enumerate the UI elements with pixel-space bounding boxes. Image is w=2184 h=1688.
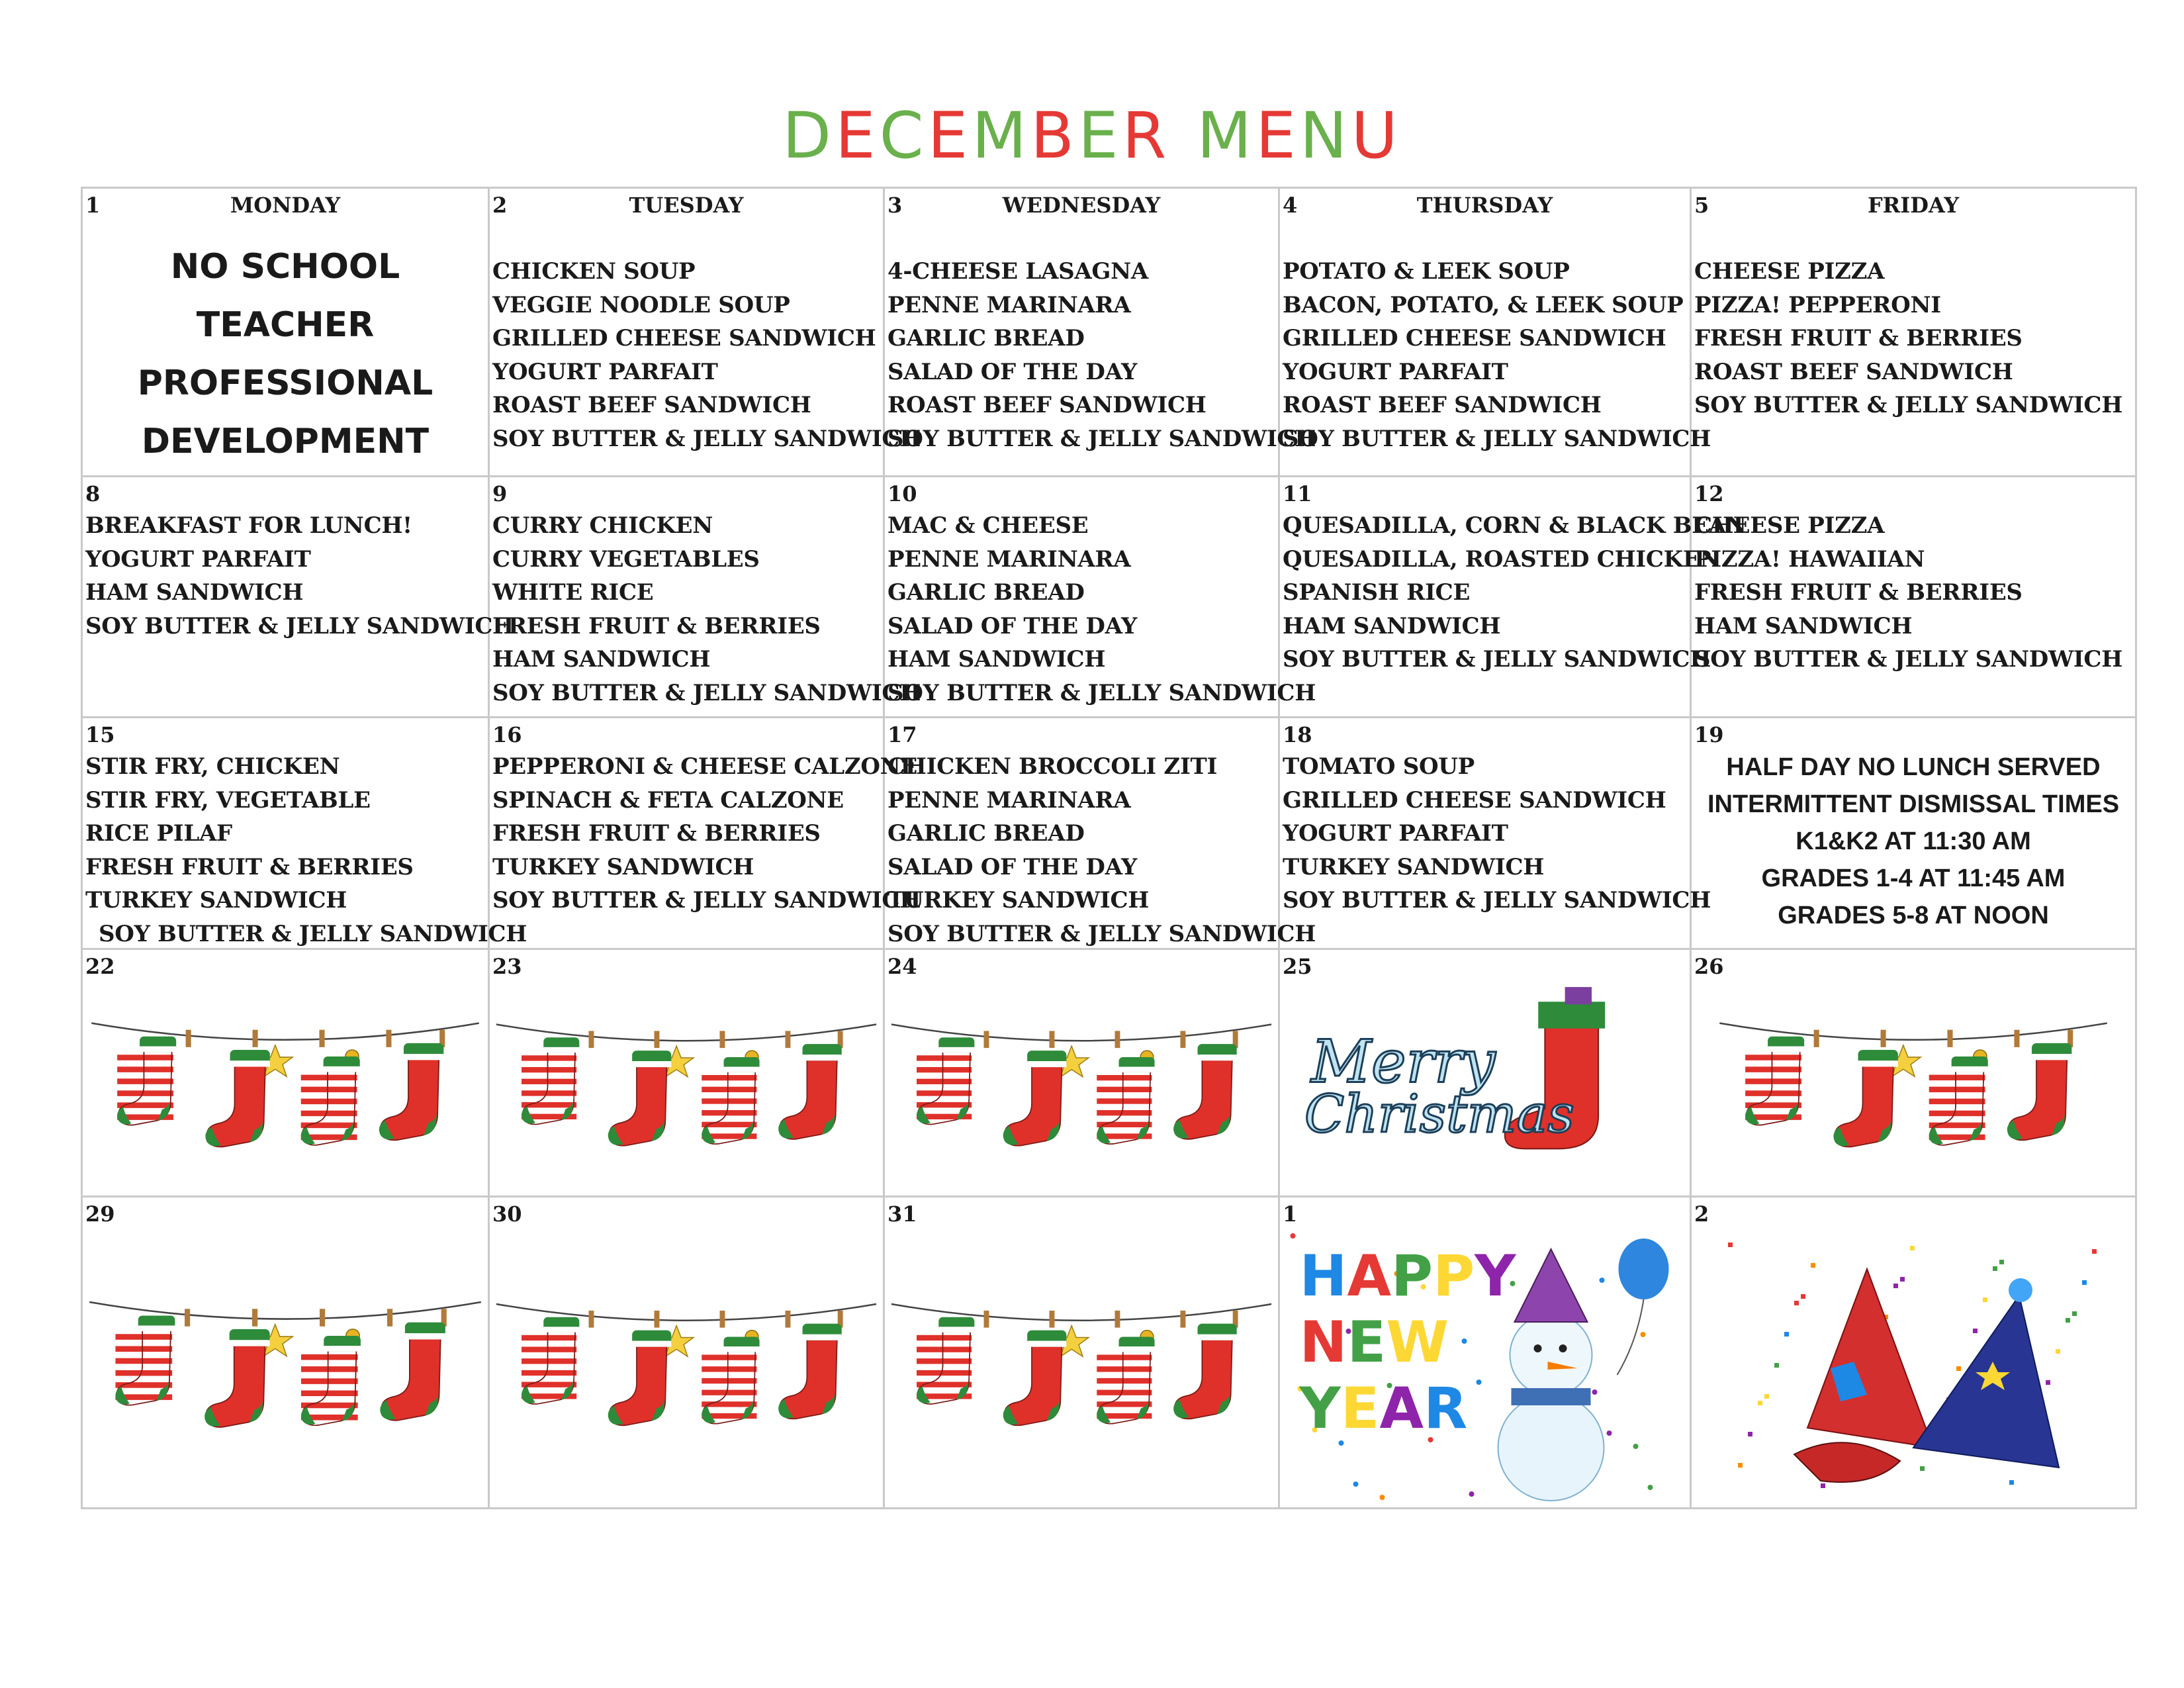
menu-item: PENNE MARINARA: [887, 786, 1131, 814]
menu-item: SPANISH RICE: [1283, 579, 1471, 606]
menu-item-list: [492, 255, 921, 455]
stocking-icon: [778, 1044, 842, 1139]
menu-item-list: [887, 750, 1316, 951]
menu-item: SALAD OF THE DAY: [887, 853, 1137, 880]
day-header: [492, 481, 880, 510]
menu-item: GARLIC BREAD: [887, 579, 1085, 606]
stocking-icon: [301, 1056, 360, 1145]
menu-item: YOGURT PARFAIT: [1283, 358, 1508, 385]
day-cell: [1692, 1197, 2137, 1509]
stocking-icon: [380, 1323, 445, 1421]
menu-item: GRILLED CHEESE SANDWICH: [492, 325, 876, 352]
clothespin-icon: [654, 1031, 659, 1048]
day-cell: [490, 1197, 885, 1509]
menu-item: SOY BUTTER & JELLY SANDWICH: [492, 679, 921, 706]
day-number: 25: [1283, 954, 1312, 979]
menu-item: POTATO & LEEK SOUP: [1283, 258, 1570, 285]
notice-line: GRADES 1-4 AT 11:45 AM: [1761, 865, 2066, 892]
day-header: [85, 954, 485, 983]
clothespin-icon: [386, 1030, 391, 1047]
clothespin-icon: [1115, 1311, 1120, 1328]
clothespin-icon: [253, 1030, 258, 1047]
day-header: [887, 954, 1275, 983]
menu-item-list: [887, 509, 1316, 710]
stocking-garland-art: [885, 982, 1278, 1196]
menu-item: GARLIC BREAD: [887, 325, 1085, 352]
menu-item-list: [1694, 509, 2134, 677]
menu-item: FRESH FRUIT & BERRIES: [1694, 325, 2023, 352]
stocking-icon: [2007, 1043, 2072, 1141]
page-title: [0, 99, 2184, 172]
stocking-icon: [702, 1057, 759, 1144]
holiday-art: [1280, 1229, 1690, 1507]
day-number: 16: [492, 722, 522, 747]
menu-item: YOGURT PARFAIT: [492, 358, 718, 385]
stocking-icon: [608, 1051, 672, 1146]
day-header: [1283, 1201, 1687, 1231]
menu-item: STIR FRY, CHICKEN: [85, 753, 340, 780]
menu-item-list: [1694, 255, 2134, 422]
day-number: 24: [887, 954, 917, 979]
stocking-icon: [917, 1317, 974, 1404]
menu-item: SOY BUTTER & JELLY SANDWICH: [1694, 392, 2123, 418]
weekday-name: FRIDAY: [1867, 193, 1960, 218]
menu-calendar: [81, 187, 2137, 1509]
menu-item: TOMATO SOUP: [1283, 753, 1475, 780]
day-cell: [885, 189, 1316, 477]
day-cell: [1280, 189, 1711, 477]
menu-item: STIR FRY, VEGETABLE: [85, 786, 371, 814]
stocking-icon: [778, 1324, 842, 1419]
menu-item: BACON, POTATO, & LEEK SOUP: [1283, 291, 1684, 318]
day-cell: [83, 477, 514, 718]
title-letter: M: [1197, 99, 1256, 173]
day-header: [1283, 722, 1687, 751]
stocking-garland-art: [83, 1229, 488, 1507]
menu-item: CHEESE PIZZA: [1694, 258, 1885, 285]
menu-item: HAM SANDWICH: [85, 579, 304, 606]
menu-item: YOGURT PARFAIT: [85, 545, 311, 573]
menu-item: TURKEY SANDWICH: [492, 853, 754, 880]
day-header: [1694, 722, 2132, 751]
menu-item: FRESH FRUIT & BERRIES: [1694, 579, 2023, 606]
menu-item: YOGURT PARFAIT: [1283, 820, 1508, 847]
day-header: [492, 193, 880, 222]
menu-item: TURKEY SANDWICH: [85, 887, 347, 914]
clothespin-icon: [1049, 1311, 1054, 1328]
notice-line: INTERMITTENT DISMISSAL TIMES: [1707, 790, 2120, 818]
party-hat-icon: [1913, 1278, 2059, 1468]
party-horn-icon: [1794, 1442, 1900, 1482]
menu-item: PENNE MARINARA: [887, 291, 1131, 318]
menu-item: SALAD OF THE DAY: [887, 612, 1137, 639]
clothespin-icon: [785, 1311, 790, 1328]
stocking-icon: [608, 1331, 672, 1426]
menu-item: ROAST BEEF SANDWICH: [1694, 358, 2013, 385]
day-header: [492, 954, 880, 983]
day-number: 3: [887, 193, 903, 218]
title-letter: E: [1078, 99, 1122, 173]
stocking-garland-art: [490, 1229, 883, 1507]
day-header: [887, 193, 1275, 222]
title-letter: E: [1255, 99, 1300, 173]
holiday-art: [1692, 982, 2135, 1196]
day-number: 1: [85, 193, 101, 218]
holiday-art: [1280, 982, 1690, 1196]
day-cell: [885, 1197, 1280, 1509]
day-number: 4: [1283, 193, 1298, 218]
day-header: [492, 1201, 880, 1231]
stocking-icon: [1003, 1051, 1067, 1146]
menu-item-list: [1283, 750, 1711, 917]
day-cell: [490, 189, 921, 477]
holiday-art: [885, 982, 1278, 1196]
menu-item: PIZZA! HAWAIIAN: [1694, 545, 1925, 573]
title-letter: R: [1122, 99, 1171, 173]
art-text-year: YEAR: [1299, 1376, 1468, 1442]
menu-item: CHICKEN SOUP: [492, 258, 696, 285]
menu-item: SOY BUTTER & JELLY SANDWICH: [492, 887, 921, 914]
menu-item: SOY BUTTER & JELLY SANDWICH: [85, 612, 514, 639]
clothespin-icon: [387, 1309, 392, 1327]
day-header: [85, 193, 485, 222]
menu-item: QUESADILLA, CORN & BLACK BEAN: [1283, 512, 1747, 539]
day-cell: [83, 189, 490, 477]
day-number: 19: [1694, 722, 1724, 747]
stocking-icon: [1003, 1331, 1067, 1426]
clothespin-icon: [186, 1030, 191, 1047]
day-header: [1283, 481, 1687, 510]
stocking-icon: [1745, 1037, 1804, 1125]
day-header: [1283, 954, 1687, 983]
day-number: 30: [492, 1201, 522, 1227]
clothespin-icon: [588, 1311, 594, 1328]
clothespin-icon: [983, 1031, 989, 1048]
stocking-icon: [1833, 1050, 1898, 1147]
menu-item: PIZZA! PEPPERONI: [1694, 291, 1941, 318]
menu-item: ROAST BEEF SANDWICH: [492, 392, 811, 418]
holiday-art: [1692, 1229, 2135, 1507]
stocking-icon: [917, 1037, 974, 1124]
menu-item: SOY BUTTER & JELLY SANDWICH: [1283, 425, 1711, 452]
menu-item: SOY BUTTER & JELLY SANDWICH: [887, 679, 1316, 706]
menu-item-list: [1283, 255, 1711, 455]
day-header: [887, 1201, 1275, 1231]
day-cell: [1280, 950, 1692, 1197]
menu-item: PEPPERONI & CHEESE CALZONE: [492, 753, 918, 780]
day-header: [85, 1201, 485, 1231]
menu-item: SOY BUTTER & JELLY SANDWICH: [1694, 646, 2123, 673]
half-day-notice: [1692, 749, 2135, 934]
clothespin-icon: [319, 1030, 324, 1047]
menu-item: GRILLED CHEESE SANDWICH: [1283, 786, 1666, 814]
stocking-icon: [115, 1315, 175, 1405]
day-cell: [885, 950, 1280, 1197]
day-number: 31: [887, 1201, 917, 1227]
notice-line: NO SCHOOL: [170, 247, 400, 287]
title-letter: E: [835, 99, 880, 173]
day-number: 9: [492, 481, 508, 506]
menu-item: CURRY CHICKEN: [492, 512, 713, 539]
clothespin-icon: [719, 1311, 725, 1328]
menu-item: FRESH FRUIT & BERRIES: [492, 820, 821, 847]
menu-item-list: [85, 509, 514, 643]
menu-item-list: [85, 750, 527, 951]
stocking-garland-art: [885, 1229, 1278, 1507]
no-school-notice: [83, 238, 488, 471]
stocking-garland-art: [1692, 982, 2135, 1196]
stocking-icon: [1173, 1324, 1237, 1419]
menu-item: HAM SANDWICH: [887, 646, 1106, 673]
day-number: 2: [492, 193, 508, 218]
title-letter: M: [972, 99, 1031, 173]
menu-item-list: [492, 750, 921, 917]
menu-item: HAM SANDWICH: [1283, 612, 1501, 639]
day-header: [1694, 1201, 2132, 1231]
weekday-name: THURSDAY: [1416, 193, 1553, 218]
day-cell: [1280, 1197, 1692, 1509]
menu-item: SOY BUTTER & JELLY SANDWICH: [887, 425, 1316, 452]
day-header: [85, 722, 485, 751]
day-header: [887, 481, 1275, 510]
stocking-icon: [379, 1043, 444, 1141]
day-header: [1694, 481, 2132, 510]
stocking-icon: [1097, 1057, 1154, 1144]
notice-line: GRADES 5-8 AT NOON: [1778, 902, 2049, 929]
stocking-icon: [522, 1317, 579, 1404]
menu-item: CURRY VEGETABLES: [492, 545, 760, 573]
menu-item: BREAKFAST FOR LUNCH!: [85, 512, 412, 539]
day-cell: [83, 950, 490, 1197]
title-letter: E: [927, 99, 972, 173]
menu-item: TURKEY SANDWICH: [887, 887, 1150, 914]
day-number: 11: [1283, 481, 1312, 506]
clothespin-icon: [785, 1031, 790, 1048]
menu-item: RICE PILAF: [85, 820, 232, 847]
day-cell: [1692, 477, 2137, 718]
menu-item: WHITE RICE: [492, 579, 654, 606]
day-number: 1: [1283, 1201, 1298, 1227]
menu-item: ROAST BEEF SANDWICH: [887, 392, 1206, 418]
stocking-icon: [205, 1329, 270, 1427]
stocking-icon: [522, 1037, 579, 1124]
stocking-icon: [1173, 1044, 1237, 1139]
holiday-art: [490, 982, 883, 1196]
clothespin-icon: [252, 1309, 257, 1327]
day-number: 5: [1694, 193, 1709, 218]
menu-item: QUESADILLA, ROASTED CHICKEN: [1283, 545, 1721, 573]
notice-line: PROFESSIONAL: [137, 363, 433, 403]
title-letter: N: [1299, 99, 1351, 173]
holiday-art: [83, 1229, 488, 1507]
title-letter: B: [1030, 99, 1079, 173]
stocking-garland-art: [83, 982, 488, 1196]
menu-item-list: [887, 255, 1316, 455]
holiday-art: [885, 1229, 1278, 1507]
weekday-name: TUESDAY: [629, 193, 744, 218]
weekday-name: MONDAY: [230, 193, 341, 218]
art-text-new: NEW: [1299, 1309, 1449, 1376]
menu-item: FRESH FRUIT & BERRIES: [85, 853, 414, 880]
menu-item: VEGGIE NOODLE SOUP: [492, 291, 790, 318]
stocking-icon: [702, 1336, 759, 1423]
menu-item: SOY BUTTER & JELLY SANDWICH: [1283, 646, 1711, 673]
menu-item: PENNE MARINARA: [887, 545, 1131, 573]
day-header: [85, 481, 485, 510]
menu-item-list: [1283, 509, 1747, 677]
title-letter: D: [782, 99, 835, 173]
clothespin-icon: [1881, 1030, 1886, 1047]
holiday-art: [490, 1229, 883, 1507]
art-text-merry: Merry: [1311, 1027, 1496, 1096]
weekday-name: WEDNESDAY: [1002, 193, 1161, 218]
menu-item: HAM SANDWICH: [1694, 612, 1913, 639]
day-number: 8: [85, 481, 101, 506]
day-cell: [1692, 950, 2137, 1197]
art-text-happy: HAPPY: [1299, 1243, 1516, 1309]
clothespin-icon: [1115, 1031, 1120, 1048]
menu-item: GRILLED CHEESE SANDWICH: [1283, 325, 1666, 352]
day-header: [1283, 193, 1687, 222]
title-letter: C: [879, 99, 928, 173]
menu-item: SOY BUTTER & JELLY SANDWICH: [1283, 887, 1711, 914]
clothespin-icon: [2014, 1030, 2019, 1047]
day-cell: [490, 950, 885, 1197]
notice-line: DEVELOPMENT: [141, 422, 430, 461]
day-number: 10: [887, 481, 917, 506]
art-text-christmas: Christmas: [1304, 1084, 1574, 1145]
clothespin-icon: [1814, 1030, 1819, 1047]
day-number: 12: [1694, 481, 1724, 506]
menu-item: HAM SANDWICH: [492, 646, 711, 673]
party-hats-art: [1692, 1229, 2135, 1507]
menu-item: CHEESE PIZZA: [1694, 512, 1885, 539]
menu-item: FRESH FRUIT & BERRIES: [492, 612, 821, 639]
notice-line: TEACHER: [196, 305, 375, 345]
holiday-art: [83, 982, 488, 1196]
day-header: [492, 722, 880, 751]
menu-item: 4-CHEESE LASAGNA: [887, 258, 1149, 285]
notice-line: HALF DAY NO LUNCH SERVED: [1726, 753, 2101, 781]
title-letter: U: [1351, 99, 1402, 173]
day-number: 26: [1694, 954, 1724, 979]
day-number: 22: [85, 954, 115, 979]
stocking-icon: [117, 1037, 176, 1125]
menu-item: ROAST BEEF SANDWICH: [1283, 392, 1602, 418]
clothespin-icon: [1180, 1311, 1185, 1328]
menu-item: TURKEY SANDWICH: [1283, 853, 1545, 880]
day-header: [1694, 193, 2132, 222]
day-header: [887, 722, 1275, 751]
happy-new-year-art: [1280, 1229, 1690, 1507]
menu-item: SPINACH & FETA CALZONE: [492, 786, 844, 814]
clothespin-icon: [185, 1309, 190, 1327]
stocking-icon: [205, 1050, 270, 1147]
day-cell: [1692, 189, 2137, 477]
clothespin-icon: [1947, 1030, 1952, 1047]
stocking-icon: [301, 1336, 361, 1425]
menu-item: GARLIC BREAD: [887, 820, 1085, 847]
menu-item: SALAD OF THE DAY: [887, 358, 1137, 385]
clothespin-icon: [320, 1309, 325, 1327]
party-hat-icon: [1807, 1269, 1933, 1448]
menu-item: SOY BUTTER & JELLY SANDWICH: [99, 920, 527, 947]
menu-item: SOY BUTTER & JELLY SANDWICH: [492, 425, 921, 452]
menu-item: SOY BUTTER & JELLY SANDWICH: [887, 920, 1316, 947]
balloon-icon: [1617, 1239, 1669, 1375]
clothespin-icon: [719, 1031, 725, 1048]
day-number: 18: [1283, 722, 1312, 747]
menu-item-list: [492, 509, 921, 710]
day-cell: [83, 1197, 490, 1509]
clothespin-icon: [588, 1031, 594, 1048]
day-number: 17: [887, 722, 917, 747]
clothespin-icon: [1180, 1031, 1185, 1048]
clothespin-icon: [1049, 1031, 1054, 1048]
clothespin-icon: [983, 1311, 989, 1328]
day-number: 2: [1694, 1201, 1709, 1227]
stocking-icon: [1097, 1336, 1154, 1423]
day-cell: [1692, 718, 2137, 950]
clothespin-icon: [654, 1311, 659, 1328]
notice-line: K1&K2 AT 11:30 AM: [1796, 827, 2031, 855]
day-number: 29: [85, 1201, 115, 1227]
menu-item: MAC & CHEESE: [887, 512, 1089, 539]
day-number: 23: [492, 954, 522, 979]
merry-christmas-art: [1280, 982, 1690, 1196]
day-header: [1694, 954, 2132, 983]
stocking-icon: [1929, 1056, 1988, 1145]
menu-item: CHICKEN BROCCOLI ZITI: [887, 753, 1218, 780]
stocking-garland-art: [490, 982, 883, 1196]
day-number: 15: [85, 722, 115, 747]
